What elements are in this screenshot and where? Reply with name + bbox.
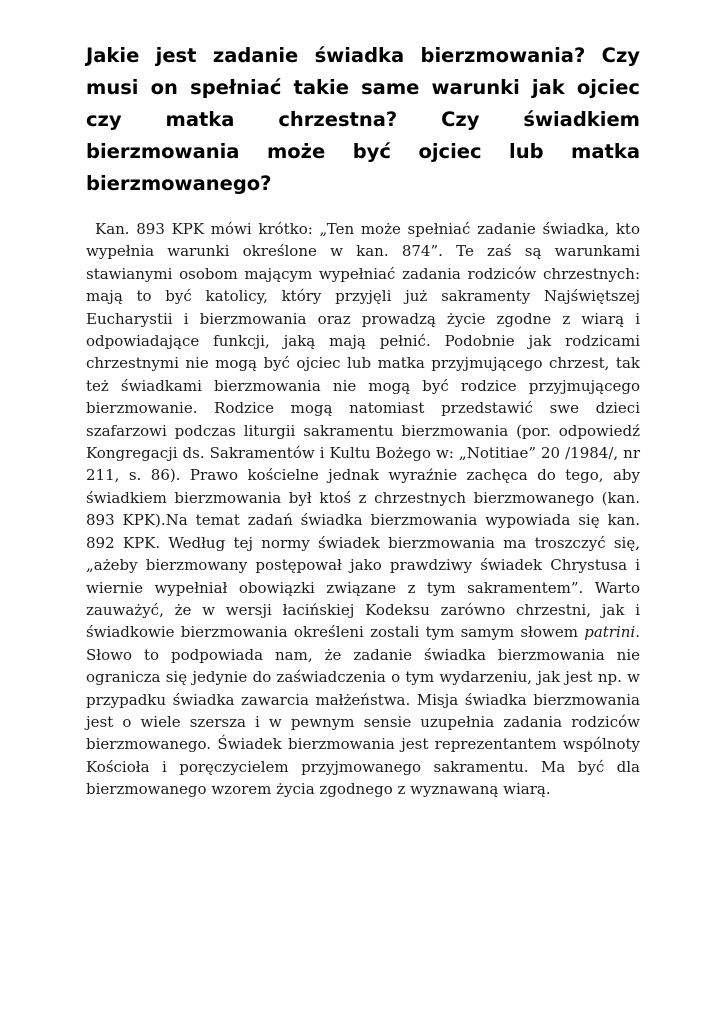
document-page (86, 40, 640, 801)
answer-paragraph (86, 218, 640, 801)
question-heading: Jakie jest zadanie świadka bierzmowania? Czy musi on spełniać takie same warunki jak ojciec czy matka chrzestna? Czy świadkiem bierzmowania może być ojciec lub matka bierzmowanego? (86, 44, 640, 195)
answer-text-part2: . Słowo to podpowiada nam, że zadanie świadka bierzmowania nie ogranicza się jedynie do zaświadczenia o tym wydarzeniu, jak jest np. w przypadku świadka zawarcia małżeństwa. Misja świadka bierzmowania jest o wiele szersza i w pewnym sensie uzupełnia zadania rodziców bierzmowanego. Świadek bierzmowania jest reprezentantem wspólnoty Kościoła i poręczycielem przyjmowanego sakramentu. Ma być dla bierzmowanego wzorem życia zgodnego z wyznawaną wiarą. (86, 623, 640, 799)
answer-emphasis-patrini: patrini (584, 623, 636, 642)
answer-text-part1: Kan. 893 KPK mówi krótko: „Ten może spełniać zadanie świadka, kto wypełnia warunki określone w kan. 874”. Te zaś są warunkami stawianymi osobom mającym wypełniać zadania rodziców chrzestnych: mają to być katolicy, który przyjęli już sakramenty Najświętszej Eucharystii i bierzmowania oraz prowadzą życie zgodne z wiarą i odpowiadające funkcji, jaką mają pełnić. Podobnie jak rodzicami chrzestnymi nie mogą być ojciec lub matka przyjmującego chrzest, tak też świadkami bierzmowania nie mogą być rodzice przyjmującego bierzmowanie. Rodzice mogą natomiast przedstawić swe dzieci szafarzowi podczas liturgii sakramentu bierzmowania (por. odpowiedź Kongregacji ds. Sakramentów i Kultu Bożego w: „Notitiae” 20 /1984/, nr 211, s. 86). Prawo kościelne jednak wyraźnie zachęca do tego, aby świadkiem bierzmowania był ktoś z chrzestnych bierzmowanego (kan. 893 KPK).Na temat zadań świadka bierzmowania wypowiada się kan. 892 KPK. Według tej normy świadek bierzmowania ma troszczyć się, „ażeby bierzmowany postępował jako prawdziwy świadek Chrystusa i wiernie wypełniał obowiązki związane z tym sakramentem”. Warto zauważyć, że w wersji łacińskiej Kodeksu zarówno chrzestni, jak i świadkowie bierzmowania określeni zostali tym samym słowem (86, 220, 640, 642)
